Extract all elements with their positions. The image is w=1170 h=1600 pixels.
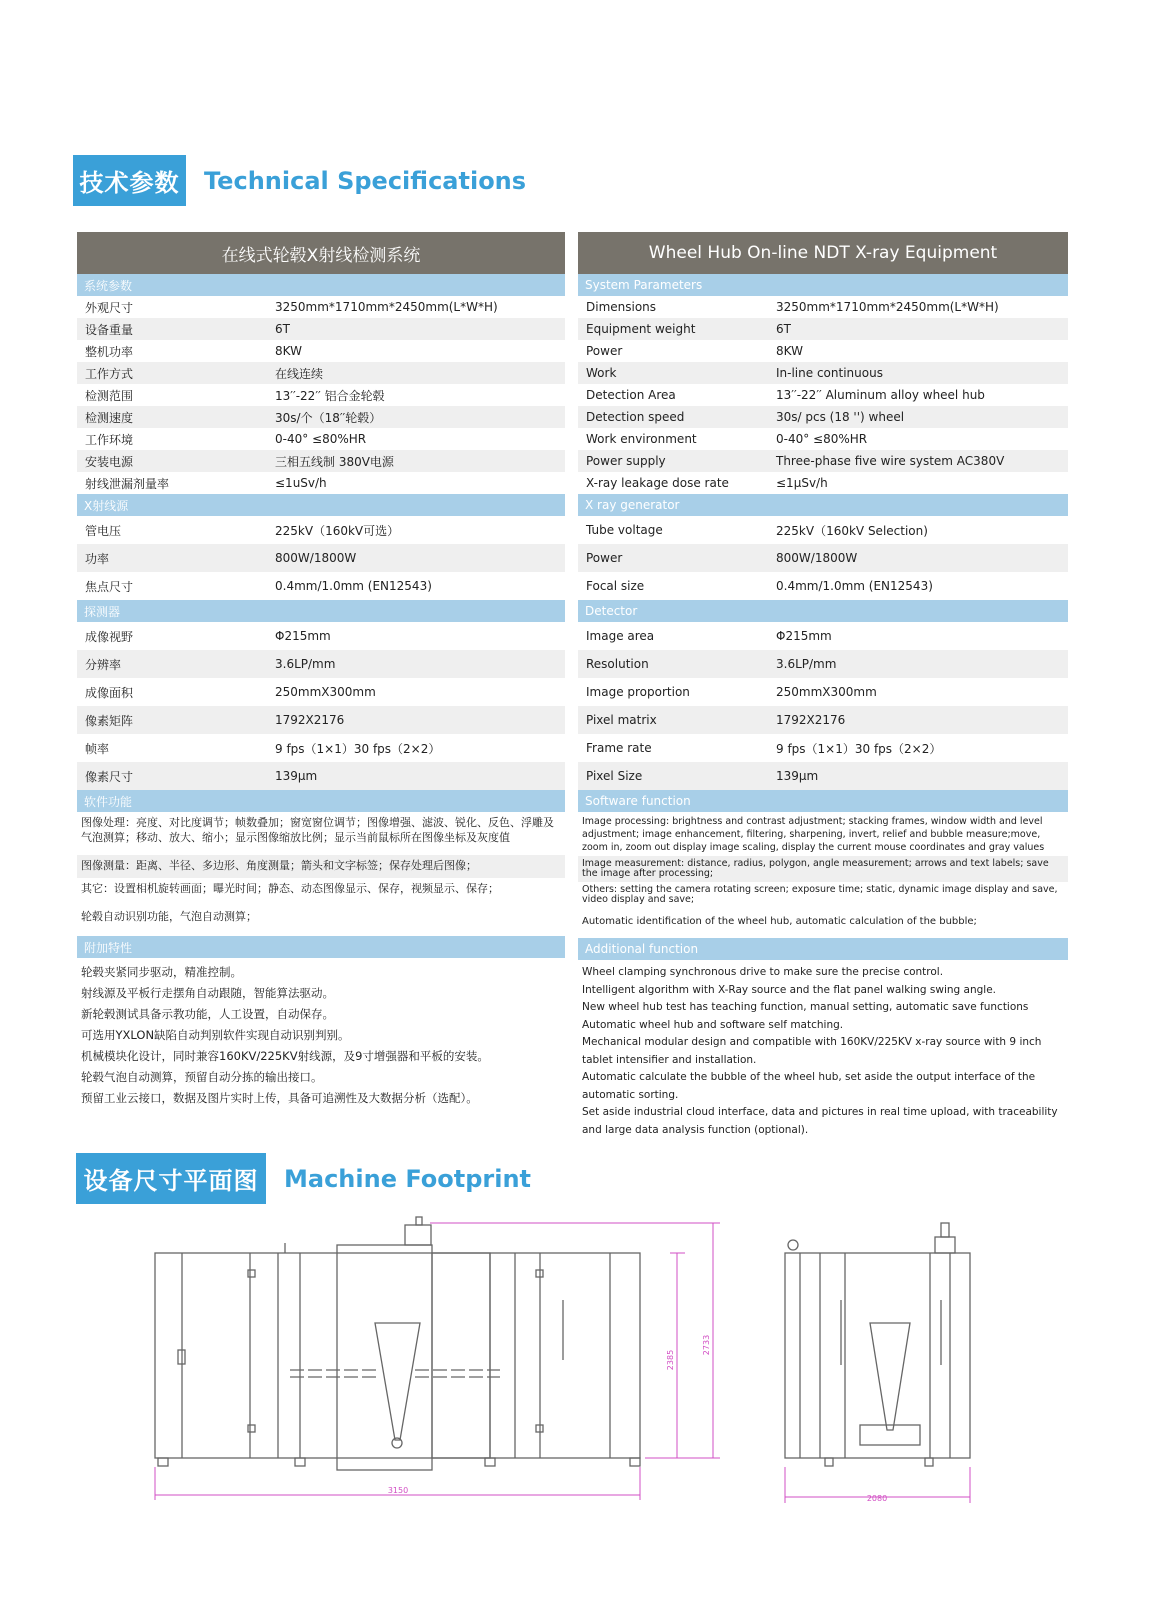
row-label: Equipment weight [586, 322, 696, 336]
row-label: Power [586, 344, 623, 358]
spec-table-cn [77, 232, 565, 1109]
row-label: 成像视野 [85, 629, 134, 644]
table-title-en: Wheel Hub On-line NDT X-ray Equipment [578, 232, 1068, 274]
software-para: Image processing: brightness and contrast adjustment; stacking frames, window width and level adjustment; image enhancement, filtering, sharpening, invert, relief and bubble measure;move, zoom in, zoom out display image scaling, display the current mouse coordinates and gray values [582, 816, 1045, 853]
row-value: 30s/个（18′′轮毂） [275, 410, 382, 425]
table-row [578, 406, 1068, 428]
band-xray-en: X ray generator [578, 494, 1068, 516]
list-item: Automatic wheel hub and software self matching. [582, 1018, 844, 1031]
row-label: Frame rate [586, 741, 652, 755]
list-item: Intelligent algorithm with X-Ray source and the flat panel walking swing angle. [582, 983, 996, 996]
table-title-cn: 在线式轮毂X射线检测系统 [77, 232, 565, 274]
row-label: Focal size [586, 579, 645, 593]
row-label: 设备重量 [85, 322, 134, 337]
table-row [77, 296, 565, 318]
row-value: Three-phase five wire system AC380V [776, 454, 1005, 468]
band-xray-cn: X射线源 [77, 494, 565, 516]
row-label: Pixel matrix [586, 713, 657, 727]
table-row [77, 544, 565, 572]
list-item: Automatic calculate the bubble of the wheel hub, set aside the output interface of the automatic sorting. [582, 1071, 1036, 1101]
list-item: 机械模块化设计，同时兼容160KV/225KV射线源，及9寸增强器和平板的安装。 [81, 1049, 489, 1063]
row-label: 工作方式 [85, 366, 134, 381]
table-row [578, 544, 1068, 572]
row-value: 6T [275, 322, 290, 336]
band-additional-cn: 附加特性 [77, 936, 565, 958]
row-label: 帧率 [85, 741, 110, 756]
row-value: Φ215mm [776, 629, 832, 643]
dim-length-label: 3150 [387, 1486, 409, 1495]
table-row [77, 450, 565, 472]
table-row [578, 428, 1068, 450]
row-label: 管电压 [85, 523, 122, 538]
row-value: ≤1μSv/h [776, 476, 828, 490]
table-row [578, 734, 1068, 762]
row-value: 139μm [776, 769, 819, 783]
table-row [77, 428, 565, 450]
row-label: 工作环境 [85, 432, 134, 447]
row-label: 外观尺寸 [85, 300, 134, 315]
additional-list-en [578, 960, 1068, 1139]
table-row [578, 572, 1068, 600]
row-value: 0.4mm/1.0mm (EN12543) [275, 579, 432, 593]
list-item: New wheel hub test has teaching function, manual setting, automatic save functions [582, 1001, 1029, 1013]
table-row [77, 650, 565, 678]
table-row [578, 472, 1068, 494]
table-row [578, 762, 1068, 790]
row-label: 焦点尺寸 [85, 579, 134, 594]
row-label: 功率 [85, 551, 110, 566]
software-para: 图像处理：亮度、对比度调节；帧数叠加；窗宽窗位调节；图像增强、滤波、锐化、反色、浮雕及气泡测算；移动、放大、缩小；显示图像缩放比例；显示当前鼠标所在图像坐标及灰度值 [81, 816, 554, 844]
table-row [77, 362, 565, 384]
row-value: 在线连续 [275, 366, 324, 381]
row-label: Detection Area [586, 388, 676, 402]
row-label: Power [586, 551, 623, 565]
software-para: 其它：设置相机旋转画面；曝光时间；静态、动态图像显示、保存，视频显示、保存； [81, 882, 499, 895]
row-value: 1792X2176 [275, 713, 345, 727]
row-label: 检测速度 [85, 410, 134, 425]
row-label: 整机功率 [85, 344, 134, 359]
row-label: 像素尺寸 [85, 769, 134, 784]
row-label: Tube voltage [586, 523, 663, 537]
list-item: 轮毂夹紧同步驱动，精准控制。 [81, 965, 242, 979]
row-label: 射线泄漏剂量率 [85, 476, 170, 491]
rows-system-cn [77, 296, 565, 494]
row-value: 6T [776, 322, 791, 336]
list-item: Mechanical modular design and compatible with 160KV/225KV x-ray source with 9 inch tablet intensifier and installation. [582, 1036, 1042, 1066]
row-value: 9 fps（1×1）30 fps（2×2） [776, 741, 942, 756]
dim-height-outer-label: 2733 [702, 1334, 711, 1356]
list-item: 轮毂气泡自动测算，预留自动分拣的输出接口。 [81, 1070, 323, 1084]
row-value: In-line continuous [776, 366, 883, 380]
table-row [578, 340, 1068, 362]
table-row [77, 318, 565, 340]
row-value: 13′′-22′′ 铝合金轮毂 [275, 388, 385, 403]
row-value: 225kV（160kV可选） [275, 523, 400, 538]
table-row [77, 734, 565, 762]
row-value: 139μm [275, 769, 318, 783]
table-row [578, 384, 1068, 406]
row-value: 30s/ pcs (18 '') wheel [776, 410, 905, 424]
row-value: 225kV（160kV Selection) [776, 523, 928, 538]
table-row [77, 472, 565, 494]
list-item: 新轮毂测试具备示教功能，人工设置，自动保存。 [81, 1007, 334, 1021]
row-value: 0-40° ≤80%HR [776, 432, 868, 446]
machine-side-view-drawing [775, 1215, 995, 1515]
row-label: Resolution [586, 657, 649, 671]
software-para: 轮毂自动识别功能，气泡自动测算； [81, 910, 257, 923]
footprint-title-cn: 设备尺寸平面图 [76, 1153, 266, 1204]
row-label: 像素矩阵 [85, 713, 134, 728]
machine-front-view-drawing [140, 1215, 740, 1535]
table-row [578, 650, 1068, 678]
tech-spec-title-en: Technical Specifications [204, 166, 527, 195]
band-system-cn: 系统参数 [77, 274, 565, 296]
list-item: 射线源及平板行走摆角自动跟随，智能算法驱动。 [81, 986, 334, 1000]
row-label: 成像面积 [85, 685, 134, 700]
dim-height-inner-label: 2385 [666, 1349, 675, 1371]
row-label: Work environment [586, 432, 697, 446]
table-row [77, 572, 565, 600]
table-row [77, 622, 565, 650]
row-value: 3.6LP/mm [275, 657, 336, 671]
row-value: 800W/1800W [776, 551, 858, 565]
table-row [77, 678, 565, 706]
additional-list-cn [77, 958, 565, 1109]
list-item: 可选用YXLON缺陷自动判别软件实现自动识别判别。 [81, 1028, 350, 1042]
row-value: 0-40° ≤80%HR [275, 432, 367, 446]
row-value: 三相五线制 380V电源 [275, 454, 394, 469]
row-label: Work [586, 366, 617, 380]
table-row [77, 384, 565, 406]
table-row [578, 516, 1068, 544]
footprint-title-en: Machine Footprint [284, 1164, 532, 1193]
row-label: 安装电源 [85, 454, 134, 469]
row-value: 1792X2176 [776, 713, 846, 727]
table-row [578, 622, 1068, 650]
table-row [77, 340, 565, 362]
software-para: 图像测量：距离、半径、多边形、角度测量；箭头和文字标签；保存处理后图像； [77, 855, 565, 878]
row-value: 250mmX300mm [275, 685, 376, 699]
row-value: 13′′-22′′ Aluminum alloy wheel hub [776, 388, 985, 402]
row-value: 8KW [275, 344, 302, 358]
row-value: 8KW [776, 344, 803, 358]
row-label: Power supply [586, 454, 666, 468]
table-row [578, 362, 1068, 384]
row-label: 检测范围 [85, 388, 134, 403]
row-label: 分辨率 [85, 657, 122, 672]
table-row [578, 296, 1068, 318]
list-item: Wheel clamping synchronous drive to make sure the precise control. [582, 966, 944, 978]
table-row [578, 706, 1068, 734]
software-para: Automatic identification of the wheel hub, automatic calculation of the bubble; [582, 916, 977, 927]
table-row [578, 318, 1068, 340]
footprint-header [76, 1153, 531, 1204]
spec-table-en [578, 232, 1068, 1139]
row-value: 3250mm*1710mm*2450mm(L*W*H) [275, 300, 498, 314]
band-system-en: System Parameters [578, 274, 1068, 296]
dim-width-label: 2080 [866, 1494, 888, 1503]
band-detector-en: Detector [578, 600, 1068, 622]
software-para: Image measurement: distance, radius, polygon, angle measurement; arrows and text labels; save the image after processing; [578, 856, 1068, 882]
table-row [77, 516, 565, 544]
list-item: Set aside industrial cloud interface, data and pictures in real time upload, with traceability and large data analysis function (optional). [582, 1106, 1058, 1136]
row-value: 0.4mm/1.0mm (EN12543) [776, 579, 933, 593]
table-row [77, 406, 565, 428]
table-row [578, 450, 1068, 472]
row-label: Detection speed [586, 410, 685, 424]
table-row [77, 706, 565, 734]
row-value: 250mmX300mm [776, 685, 877, 699]
row-value: 800W/1800W [275, 551, 357, 565]
table-row [578, 678, 1068, 706]
tech-spec-title-cn: 技术参数 [73, 155, 186, 206]
band-software-cn: 软件功能 [77, 790, 565, 812]
band-detector-cn: 探测器 [77, 600, 565, 622]
list-item: 预留工业云接口，数据及图片实时上传，具备可追溯性及大数据分析（选配）。 [81, 1091, 478, 1105]
row-label: Dimensions [586, 300, 657, 314]
band-software-en: Software function [578, 790, 1068, 812]
row-label: Image area [586, 629, 655, 643]
row-value: Φ215mm [275, 629, 331, 643]
row-value: 9 fps（1×1）30 fps（2×2） [275, 741, 441, 756]
row-label: X-ray leakage dose rate [586, 476, 729, 490]
table-row [77, 762, 565, 790]
software-para: Others: setting the camera rotating screen; exposure time; static, dynamic image display and save, video display and save; [582, 884, 1058, 905]
row-label: Pixel Size [586, 769, 643, 783]
row-value: 3250mm*1710mm*2450mm(L*W*H) [776, 300, 999, 314]
row-value: 3.6LP/mm [776, 657, 837, 671]
tech-spec-header [73, 155, 526, 206]
row-label: Image proportion [586, 685, 690, 699]
band-additional-en: Additional function [578, 938, 1068, 960]
row-value: ≤1uSv/h [275, 476, 327, 490]
